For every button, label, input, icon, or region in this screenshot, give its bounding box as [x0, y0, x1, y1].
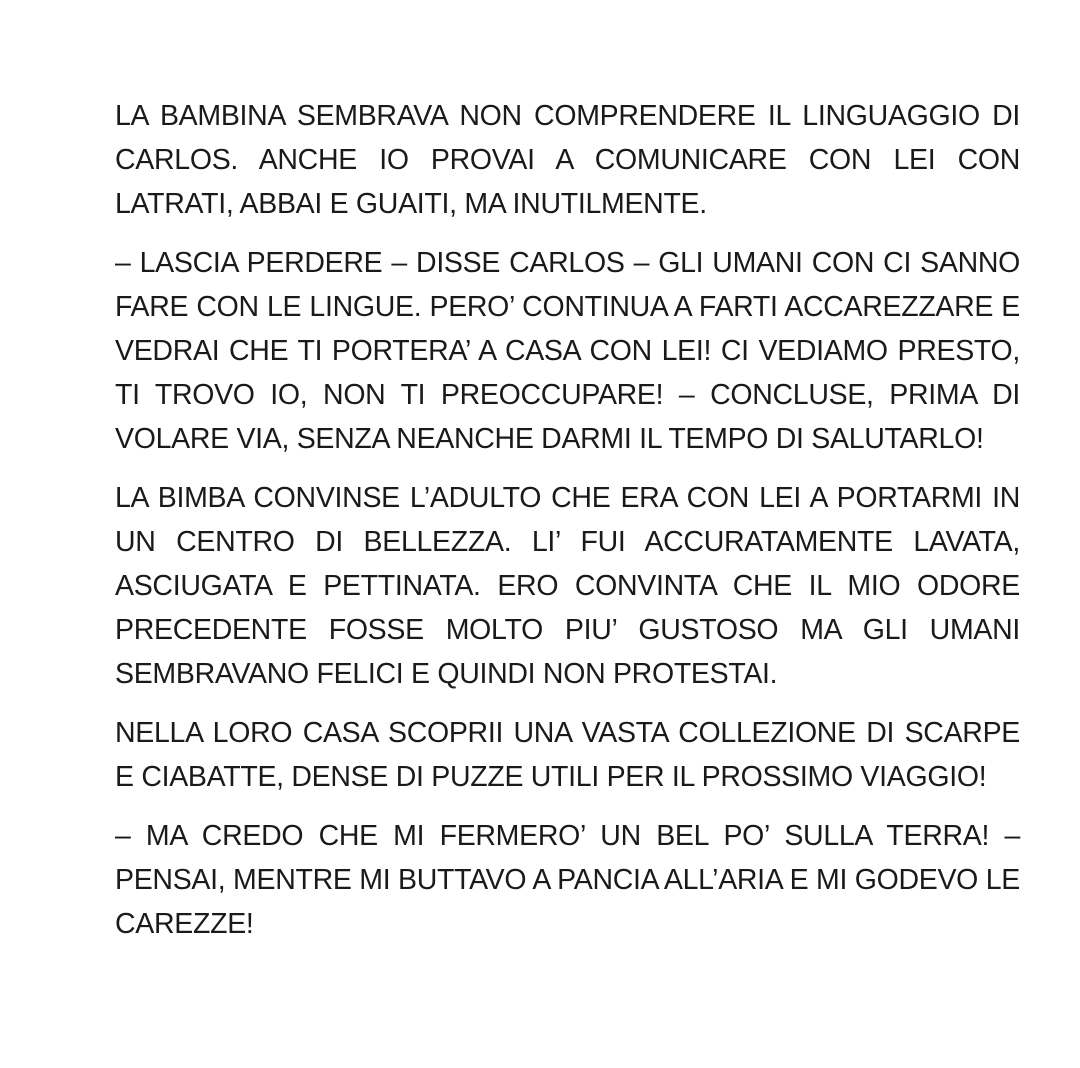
paragraph-5: – MA CREDO CHE MI FERMERO’ UN BEL PO’ SULLA TERRA! – PENSAI, MENTRE MI BUTTAVO A PANCIA ALL’ARIA E MI GODEVO LE CAREZZE!	[115, 820, 1020, 940]
paragraph-4: NELLA LORO CASA SCOPRII UNA VASTA COLLEZIONE DI SCARPE E CIABATTE, DENSE DI PUZZE UTILI PER IL PROSSIMO VIAGGIO!	[115, 717, 1020, 793]
paragraph-3: LA BIMBA CONVINSE L’ADULTO CHE ERA CON LEI A PORTARMI IN UN CENTRO DI BELLEZZA. LI’ FUI ACCURATAMENTE LAVATA, ASCIUGATA E PETTINATA. ERO CONVINTA CHE IL MIO ODORE PRECEDENTE FOSSE MOLTO PIU’ GUSTOSO MA GLI UMANI SEMBRAVANO FELICI E QUINDI NON PROTESTAI.	[115, 482, 1020, 690]
paragraph-1: LA BAMBINA SEMBRAVA NON COMPRENDERE IL LINGUAGGIO DI CARLOS. ANCHE IO PROVAI A COMUNICARE CON LEI CON LATRATI, ABBAI E GUAITI, MA INUTILMENTE.	[115, 100, 1020, 220]
paragraph-2: – LASCIA PERDERE – DISSE CARLOS – GLI UMANI CON CI SANNO FARE CON LE LINGUE. PERO’ CONTINUA A FARTI ACCAREZZARE E VEDRAI CHE TI PORTERA’ A CASA CON LEI! CI VEDIAMO PRESTO, TI TROVO IO, NON TI PREOCCUPARE! – CONCLUSE, PRIMA DI VOLARE VIA, SENZA NEANCHE DARMI IL TEMPO DI SALUTARLO!	[115, 247, 1020, 455]
story-page	[115, 94, 1020, 961]
